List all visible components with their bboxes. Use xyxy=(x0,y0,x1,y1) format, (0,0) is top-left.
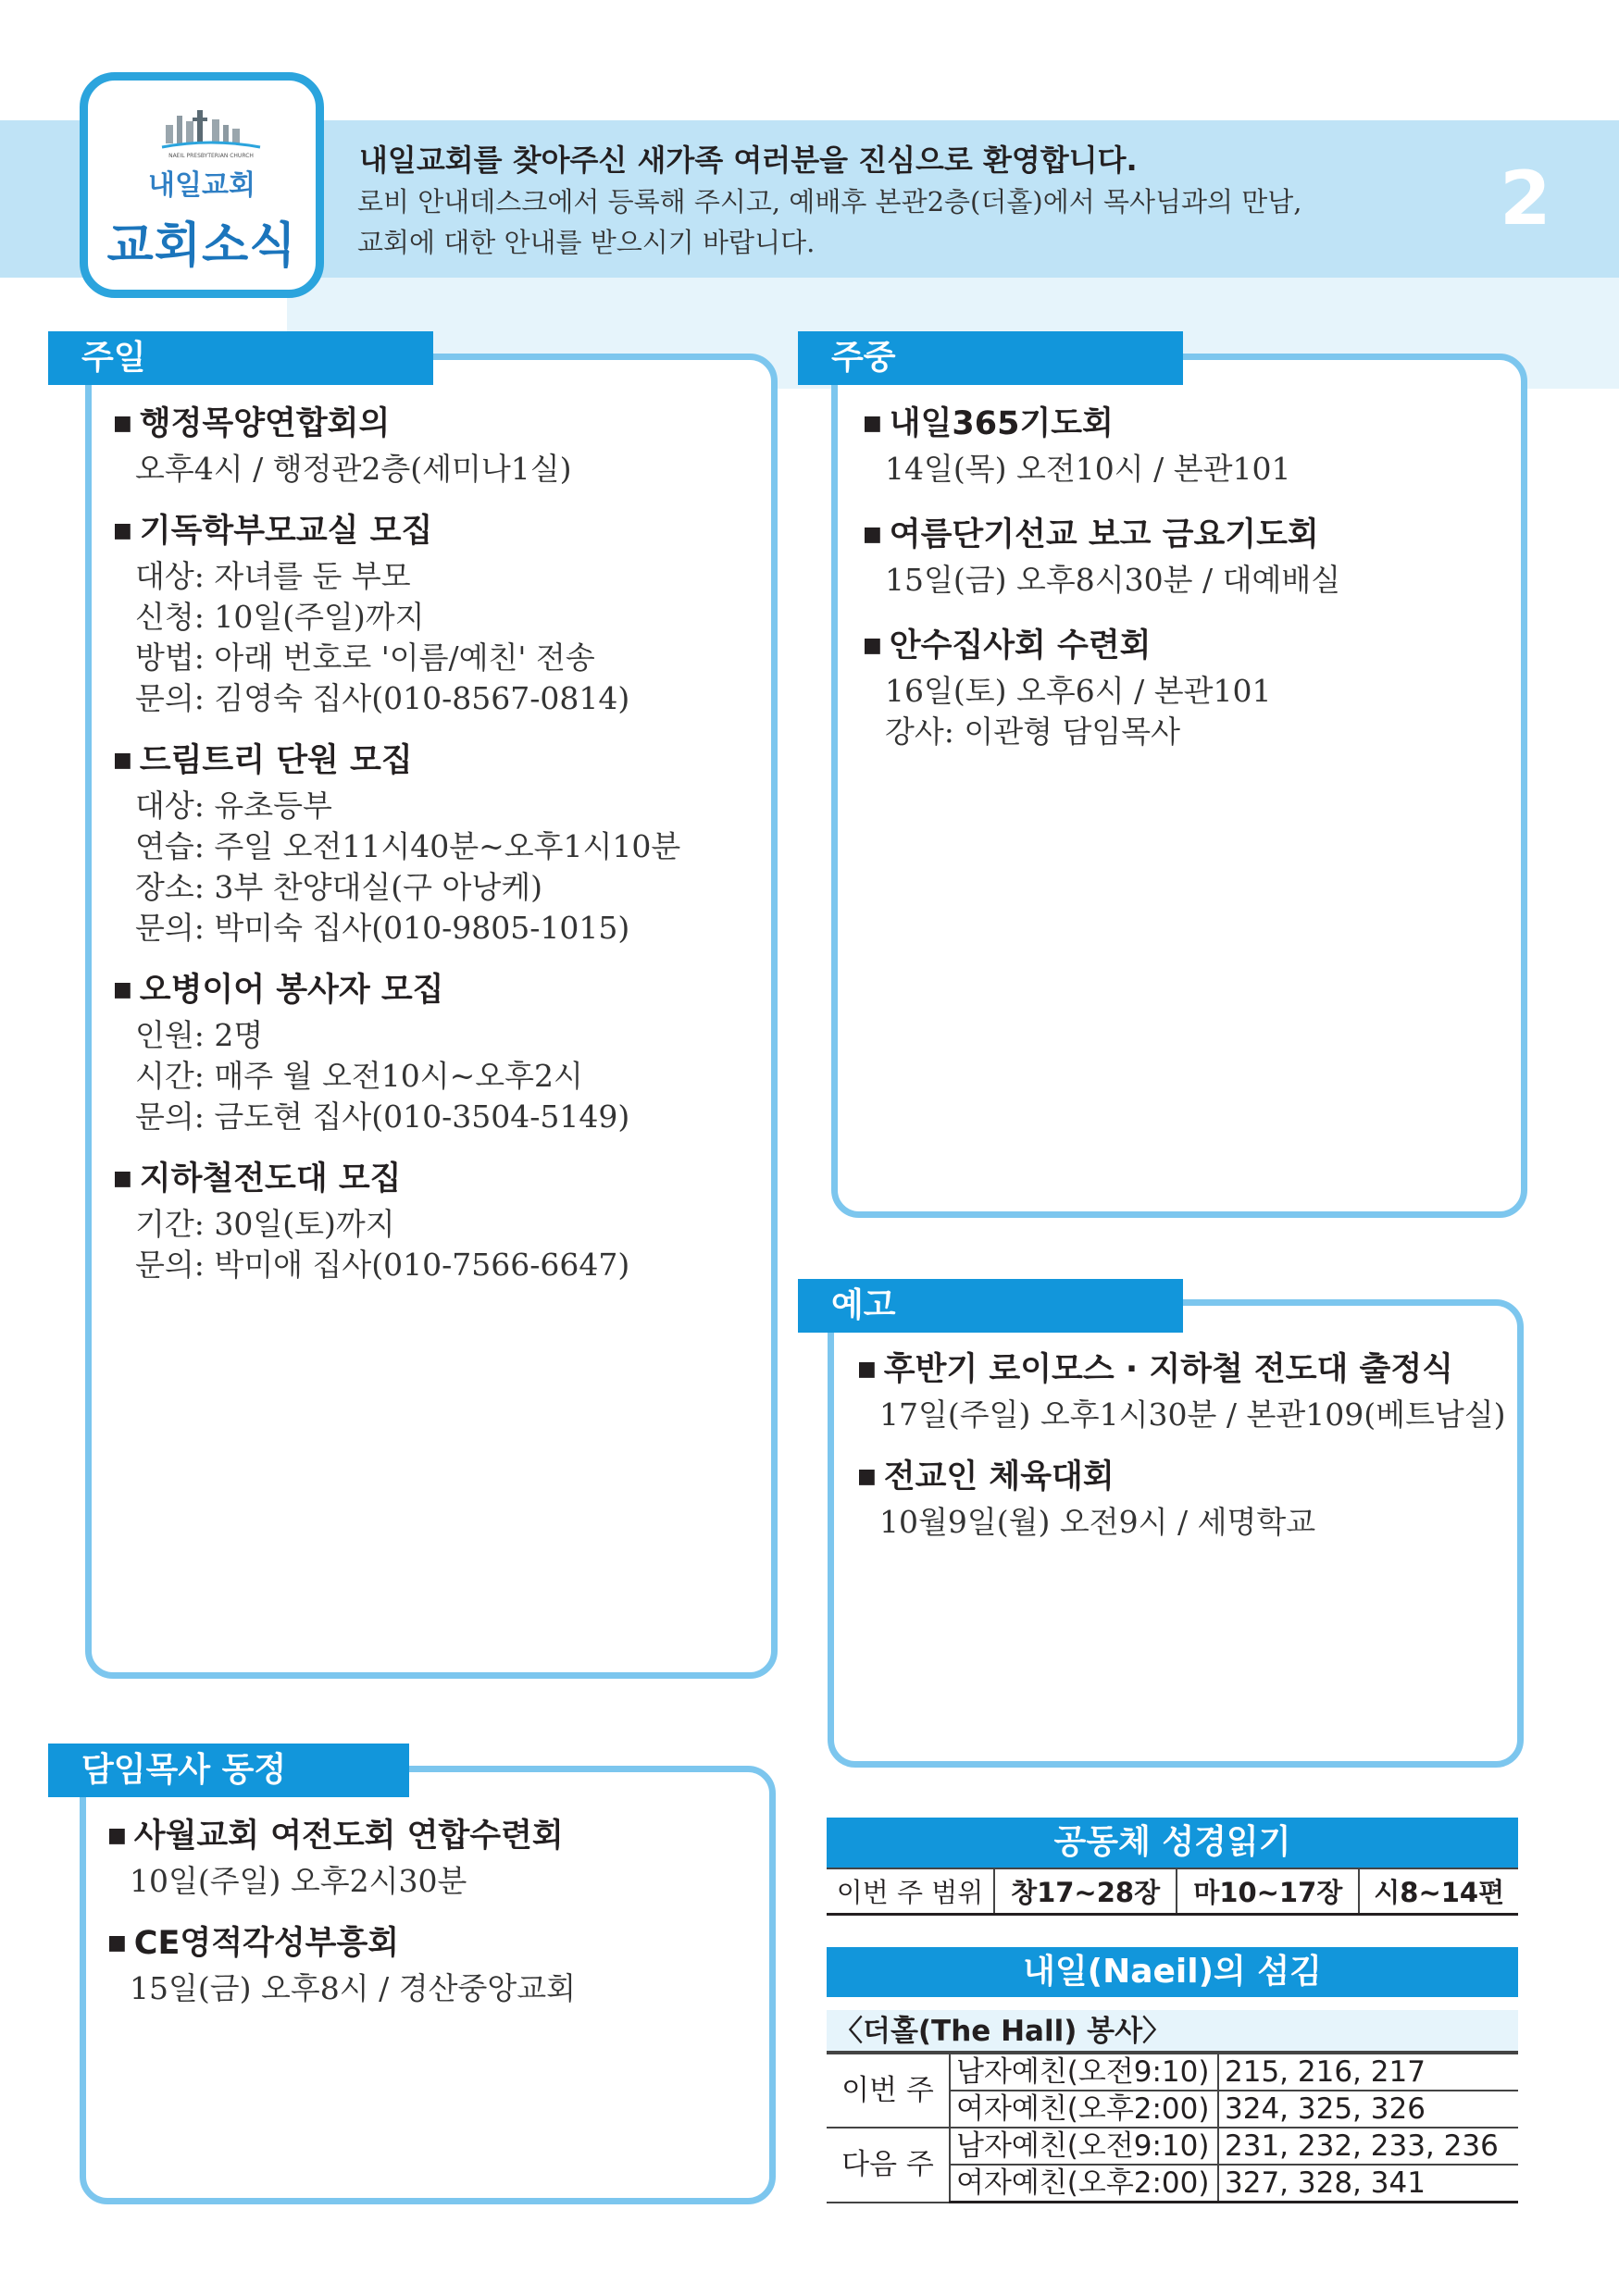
item-line: 시간: 매주 월 오전10시~오후2시 xyxy=(135,1058,583,1094)
logo-name: 내일교회 xyxy=(148,169,255,202)
item-line: 15일(금) 오후8시30분 / 대예배실 xyxy=(885,562,1341,598)
service-week: 다음 주 xyxy=(827,2128,950,2203)
item-line: 10월9일(월) 오전9시 / 세명학교 xyxy=(879,1504,1316,1540)
bible-range-label: 이번 주 범위 xyxy=(827,1868,994,1915)
item-line: 방법: 아래 번호로 '이름/예친' 전송 xyxy=(135,639,595,676)
item-title: ■ CE영적각성부흥회 xyxy=(107,1923,576,1968)
item-line: 대상: 유초등부 xyxy=(135,788,332,824)
item-line: 문의: 박미애 집사(010-7566-6647) xyxy=(135,1247,630,1283)
item-title: ■ 전교인 체육대회 xyxy=(857,1457,1315,1502)
item-title: ■ 여름단기선교 보고 금요기도회 xyxy=(863,515,1340,560)
service-table xyxy=(827,2053,1518,2203)
item-line: 16일(토) 오후6시 / 본관101 xyxy=(885,673,1272,709)
table-row xyxy=(827,1868,1518,1915)
item-title: ■ 후반기 로이모스 · 지하철 전도대 출정식 xyxy=(857,1349,1505,1395)
sunday-item xyxy=(113,1159,629,1285)
welcome-title: 내일교회를 찾아주신 새가족 여러분을 진심으로 환영합니다. xyxy=(359,143,1138,178)
item-line: 14일(목) 오전10시 / 본관101 xyxy=(885,451,1291,487)
item-title: ■ 안수집사회 수련회 xyxy=(863,626,1271,671)
sunday-item xyxy=(113,511,629,719)
item-line: 신청: 10일(주일)까지 xyxy=(135,599,425,635)
item-title: ■ 기독학부모교실 모집 xyxy=(113,511,629,556)
bible-range: 마10~17장 xyxy=(1177,1868,1359,1915)
service-title: 내일(Naeil)의 섬김 xyxy=(827,1947,1518,1997)
item-line: 오후4시 / 행정관2층(세미나1실) xyxy=(135,451,572,487)
pastor-tab: 담임목사 동정 xyxy=(48,1744,409,1797)
bible-reading-title: 공동체 성경읽기 xyxy=(827,1818,1518,1868)
section-title: 교회소식 xyxy=(106,218,297,274)
sunday-item xyxy=(113,970,629,1137)
pastor-item xyxy=(107,1816,564,1902)
service-group: 남자예친(오전9:10) xyxy=(950,2128,1218,2165)
weekday-tab: 주중 xyxy=(798,331,1183,385)
item-line: 강사: 이관형 담임목사 xyxy=(885,714,1180,750)
sunday-item xyxy=(113,403,572,490)
notice-tab: 예고 xyxy=(798,1279,1183,1333)
item-title: ■ 오병이어 봉사자 모집 xyxy=(113,970,629,1015)
service-group: 여자예친(오후2:00) xyxy=(950,2165,1218,2203)
item-title: ■ 드림트리 단원 모집 xyxy=(113,740,680,786)
item-title: ■ 내일365기도회 xyxy=(863,403,1290,449)
item-line: 문의: 금도현 집사(010-3504-5149) xyxy=(135,1098,630,1135)
sunday-item xyxy=(113,740,680,949)
item-title: ■ 행정목양연합회의 xyxy=(113,403,572,449)
welcome-line-2: 교회에 대한 안내를 받으시기 바랍니다. xyxy=(357,227,816,258)
service-numbers: 231, 232, 233, 236 xyxy=(1218,2128,1518,2165)
item-line: 인원: 2명 xyxy=(135,1017,264,1053)
item-line: 기간: 30일(토)까지 xyxy=(135,1206,395,1242)
weekday-item xyxy=(863,626,1271,752)
bible-range: 창17~28장 xyxy=(994,1868,1177,1915)
item-line: 17일(주일) 오후1시30분 / 본관109(베트남실) xyxy=(879,1396,1506,1433)
page-number: 2 xyxy=(1500,155,1551,242)
bible-reading-table xyxy=(827,1868,1518,1916)
logo-small-text: NAEIL PRESBYTERIAN CHURCH xyxy=(168,153,254,159)
item-line: 문의: 박미숙 집사(010-9805-1015) xyxy=(135,910,630,946)
item-line: 장소: 3부 찬양대실(구 아낭케) xyxy=(135,869,542,905)
table-row xyxy=(827,2054,1518,2091)
item-line: 연습: 주일 오전11시40분~오후1시10분 xyxy=(135,828,681,864)
service-numbers: 324, 325, 326 xyxy=(1218,2091,1518,2128)
notice-item xyxy=(857,1457,1315,1543)
service-numbers: 327, 328, 341 xyxy=(1218,2165,1518,2203)
service-group: 여자예친(오후2:00) xyxy=(950,2091,1218,2128)
weekday-item xyxy=(863,515,1340,601)
item-line: 10일(주일) 오후2시30분 xyxy=(130,1863,467,1899)
church-logo-icon xyxy=(160,105,262,160)
service-numbers: 215, 216, 217 xyxy=(1218,2054,1518,2091)
service-subtitle: 〈더홀(The Hall) 봉사〉 xyxy=(827,2010,1518,2053)
item-title: ■ 사월교회 여전도회 연합수련회 xyxy=(107,1816,564,1861)
notice-item xyxy=(857,1349,1505,1435)
table-row xyxy=(827,2128,1518,2165)
service-week: 이번 주 xyxy=(827,2054,950,2128)
welcome-line-1: 로비 안내데스크에서 등록해 주시고, 예배후 본관2층(더홀)에서 목사님과의 만남, xyxy=(357,186,1302,217)
sunday-tab: 주일 xyxy=(48,331,433,385)
item-title: ■ 지하철전도대 모집 xyxy=(113,1159,629,1204)
item-line: 15일(금) 오후8시 / 경산중앙교회 xyxy=(130,1970,576,2006)
pastor-item xyxy=(107,1923,576,2009)
logo-box xyxy=(80,72,324,298)
weekday-item xyxy=(863,403,1290,490)
bible-range: 시8~14편 xyxy=(1359,1868,1518,1915)
item-line: 문의: 김영숙 집사(010-8567-0814) xyxy=(135,680,630,716)
service-group: 남자예친(오전9:10) xyxy=(950,2054,1218,2091)
item-line: 대상: 자녀를 둔 부모 xyxy=(135,558,411,594)
